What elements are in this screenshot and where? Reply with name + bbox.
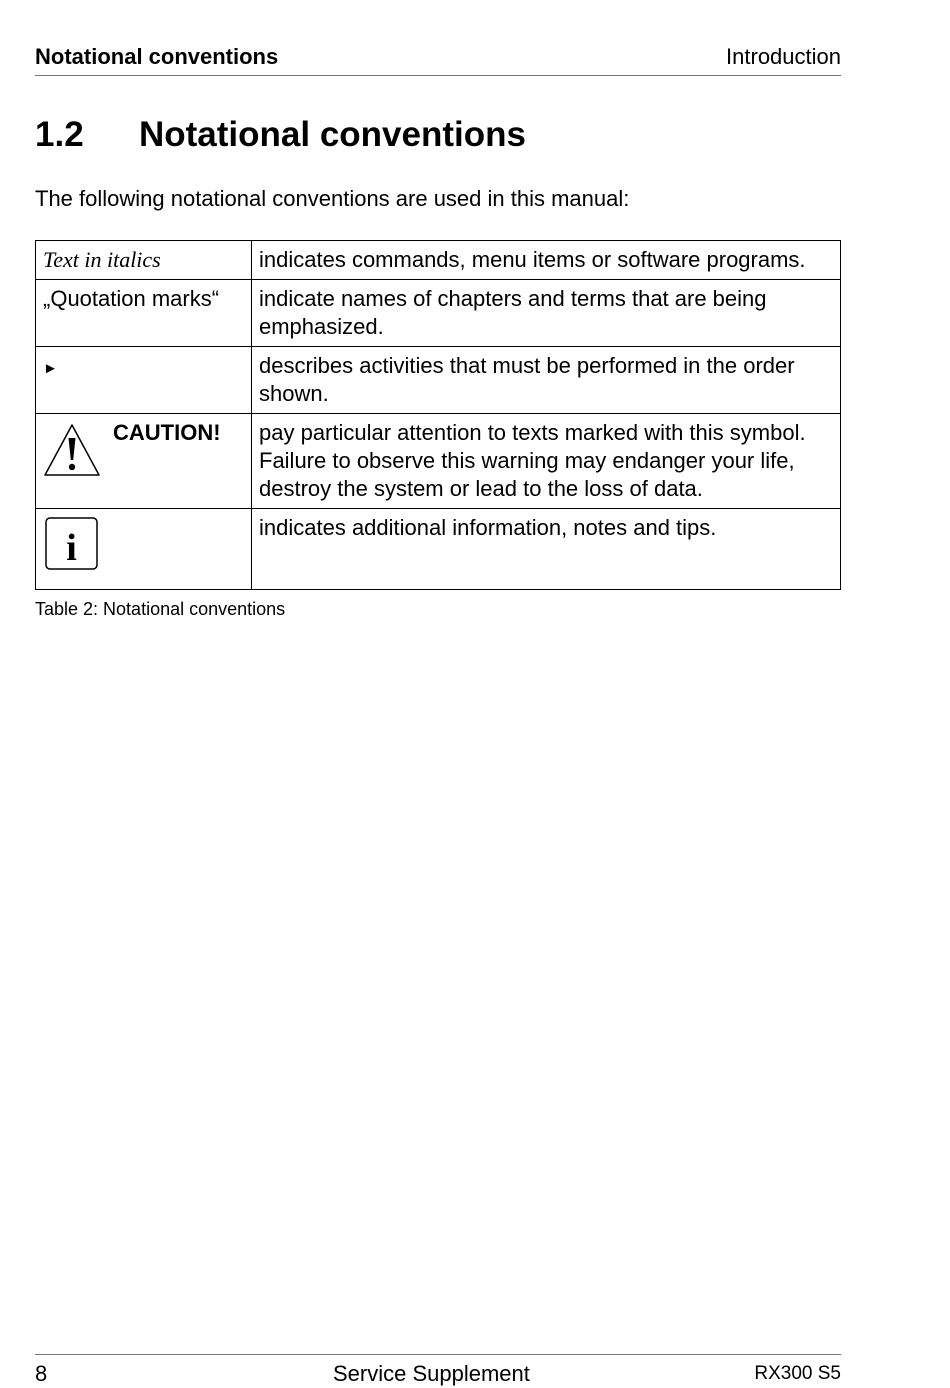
info-icon: [45, 517, 99, 571]
table-row: [36, 414, 841, 509]
page-number: 8: [35, 1361, 48, 1386]
header-chapter-title: Notational conventions: [35, 44, 279, 69]
conventions-table: [35, 240, 841, 590]
term-cell: [36, 241, 252, 280]
section-number: 1.2: [35, 115, 84, 154]
term-cell: [36, 509, 252, 590]
table-caption: Table 2: Notational conventions: [35, 599, 286, 619]
table-row: [36, 509, 841, 590]
footer-document-title: Service Supplement: [333, 1361, 530, 1386]
svg-text:i: i: [66, 527, 77, 569]
page-footer: [35, 1354, 841, 1388]
term-cell: [36, 280, 252, 347]
term-cell: [36, 414, 252, 509]
warning-triangle-icon: [42, 422, 102, 478]
intro-paragraph: The following notational conventions are used in this manual:: [35, 186, 630, 211]
term-italics: Text in italics: [43, 247, 161, 272]
header-section-name: Introduction: [726, 44, 841, 69]
term-quotation-marks: „Quotation marks“: [43, 286, 220, 311]
page-header: [35, 42, 841, 76]
description-cell: indicates additional information, notes and tips.: [252, 509, 841, 590]
section-heading: [35, 115, 526, 155]
description-cell: indicates commands, menu items or software programs.: [252, 241, 841, 280]
table-row: [36, 347, 841, 414]
arrow-bullet-icon: ►: [43, 360, 58, 377]
description-cell: indicate names of chapters and terms that are being emphasized.: [252, 280, 841, 347]
footer-product-name: RX300 S5: [754, 1363, 841, 1384]
table-row: [36, 280, 841, 347]
caution-label: CAUTION!: [113, 420, 221, 445]
description-cell: describes activities that must be performed in the order shown.: [252, 347, 841, 414]
section-title: Notational conventions: [139, 115, 526, 154]
term-cell: [36, 347, 252, 414]
table-row: [36, 241, 841, 280]
description-cell: pay particular attention to texts marked with this symbol. Failure to observe this warning may endanger your life, destroy the system or lead to the loss of data.: [252, 414, 841, 509]
